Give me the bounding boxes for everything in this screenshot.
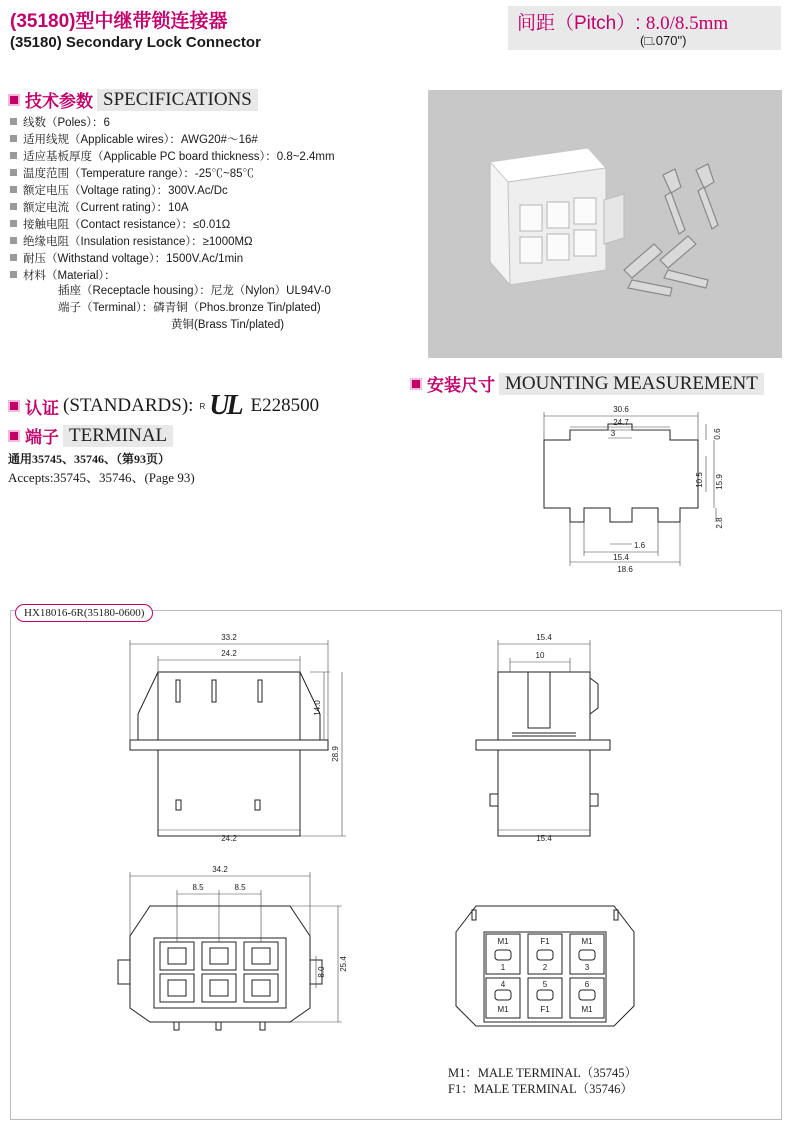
specs-heading-cn: 技术参数 — [25, 92, 93, 111]
pin-label: M1 — [497, 937, 509, 946]
specs-heading — [8, 87, 258, 112]
bullet-icon — [10, 135, 17, 142]
mount-dim-text: 10.5 — [695, 472, 704, 488]
square-bullet-icon — [8, 94, 20, 106]
bullet-icon — [10, 118, 17, 125]
front-dim-text: 14.0 — [313, 700, 322, 716]
spec-text: 额定电压（Voltage rating）：300V.Ac/Dc — [23, 184, 228, 197]
spec-item — [10, 266, 335, 283]
pin-number: 2 — [542, 963, 548, 972]
mount-dim-text: 2.8 — [715, 517, 724, 529]
pitch-line — [517, 8, 728, 35]
standards-heading-en: (STANDARDS): — [63, 395, 194, 416]
spec-item — [10, 130, 335, 147]
spec-text: 适用线规（Applicable wires）：AWG20#～16# — [23, 133, 258, 146]
pitch-value: 8.0/8.5mm — [645, 13, 729, 34]
pin-label: M1 — [497, 1005, 509, 1014]
side-view-drawing — [470, 628, 620, 843]
standards-number: E228500 — [250, 395, 320, 416]
legend-f1: F1：MALE TERMINAL（35746） — [448, 1082, 633, 1096]
spec-item — [10, 232, 335, 249]
front-dim-text: 24.2 — [221, 834, 237, 843]
spec-item — [10, 181, 335, 198]
pin-number: 6 — [584, 980, 590, 989]
pitch-label: 间距（Pitch）: — [517, 13, 646, 34]
front-dim-text: 33.2 — [221, 633, 237, 642]
face-view-drawing — [110, 862, 360, 1042]
mount-dim-text: 15.4 — [613, 553, 629, 562]
spec-item — [10, 215, 335, 232]
terminal-heading — [8, 423, 173, 448]
spec-text: 绝缘电阻（Insulation resistance）：≥1000MΩ — [23, 235, 253, 248]
spec-item — [10, 198, 335, 215]
material-housing: 插座（Receptacle housing）：尼龙（Nylon）UL94V-0 — [58, 285, 331, 297]
bullet-icon — [10, 203, 17, 210]
square-bullet-icon — [8, 430, 20, 442]
model-number-badge: HX18016-6R(35180-0600) — [15, 604, 153, 622]
pin-label: F1 — [540, 1005, 550, 1014]
material-terminal-brass: 黄铜(Brass Tin/plated) — [171, 319, 285, 331]
mount-dim-text: 24.7 — [613, 418, 629, 427]
mounting-drawing — [530, 400, 730, 580]
specs-heading-en: SPECIFICATIONS — [97, 89, 258, 111]
spec-text: 额定电流（Current rating）：10A — [23, 201, 189, 214]
spec-item — [10, 147, 335, 164]
terminal-line-cn: 通用35745、35746、（第93页） — [8, 452, 171, 466]
pin-layout-drawing — [450, 898, 640, 1038]
spec-text: 接触电阻（Contact resistance）：≤0.01Ω — [23, 218, 231, 231]
spec-item — [10, 249, 335, 266]
bullet-icon — [10, 169, 17, 176]
mount-dim-text: 1.6 — [634, 541, 646, 550]
spec-text: 温度范围（Temperature range）：-25℃~85℃ — [23, 167, 255, 180]
spec-text: 耐压（Withstand voltage）：1500V.Ac/1min — [23, 252, 244, 265]
front-dim-text: 24.2 — [221, 649, 237, 658]
pin-label: M1 — [581, 937, 593, 946]
terminal-heading-cn: 端子 — [25, 428, 59, 447]
mounting-heading-cn: 安装尺寸 — [427, 376, 495, 395]
title-en: (35180) Secondary Lock Connector — [10, 34, 261, 51]
spec-item — [10, 113, 335, 130]
square-bullet-icon — [410, 378, 422, 390]
spec-text: 线数（Poles）：6 — [23, 116, 110, 129]
mount-dim-text: 18.6 — [617, 565, 633, 574]
bullet-icon — [10, 152, 17, 159]
bullet-icon — [10, 254, 17, 261]
face-dim-text: 8.5 — [234, 883, 246, 892]
side-dim-text: 15.4 — [536, 633, 552, 642]
terminal-heading-en: TERMINAL — [63, 425, 173, 447]
terminal-line-en: Accepts:35745、35746、(Page 93) — [8, 470, 195, 485]
registered-mark: R — [199, 401, 206, 411]
bullet-icon — [10, 271, 17, 278]
pin-label: M1 — [581, 1005, 593, 1014]
spec-list — [10, 113, 335, 283]
face-dim-text: 34.2 — [212, 865, 228, 874]
product-photo — [428, 90, 782, 358]
pin-label: F1 — [540, 937, 550, 946]
front-dim-text: 28.9 — [331, 746, 340, 762]
face-dim-text: 8.0 — [317, 966, 326, 978]
bullet-icon — [10, 220, 17, 227]
legend-m1: M1：MALE TERMINAL（35745） — [448, 1066, 638, 1080]
bullet-icon — [10, 237, 17, 244]
front-view-drawing — [110, 628, 350, 843]
title-cn: (35180)型中继带锁连接器 — [10, 11, 228, 32]
pin-number: 1 — [500, 963, 506, 972]
pitch-inch: (□.070") — [640, 33, 687, 48]
pin-number: 5 — [542, 980, 548, 989]
mount-dim-text: 30.6 — [613, 405, 629, 414]
mount-dim-text: 3 — [610, 429, 616, 438]
spec-text: 材料（Material）： — [23, 269, 116, 282]
mount-dim-text: 0.6 — [713, 428, 722, 440]
bullet-icon — [10, 186, 17, 193]
pin-number: 3 — [584, 963, 590, 972]
mounting-heading-en: MOUNTING MEASUREMENT — [499, 373, 764, 395]
side-dim-text: 10 — [535, 651, 545, 660]
standards-heading — [8, 390, 319, 422]
spec-text: 适应基板厚度（Applicable PC board thickness）：0.8~2.4mm — [23, 150, 335, 163]
standards-heading-cn: 认证 — [25, 398, 59, 418]
side-dim-text: 15.4 — [536, 834, 552, 843]
material-terminal: 端子（Terminal）：磷青铜（Phos.bronze Tin/plated) — [58, 302, 321, 314]
square-bullet-icon — [8, 400, 20, 412]
product-illustration — [428, 90, 782, 358]
mounting-heading — [410, 371, 764, 396]
face-dim-text: 8.5 — [192, 883, 204, 892]
ul-logo-icon: UL — [209, 390, 241, 421]
spec-item — [10, 164, 335, 181]
face-dim-text: 25.4 — [339, 956, 348, 972]
pin-number: 4 — [500, 980, 506, 989]
mount-dim-text: 15.9 — [715, 474, 724, 490]
